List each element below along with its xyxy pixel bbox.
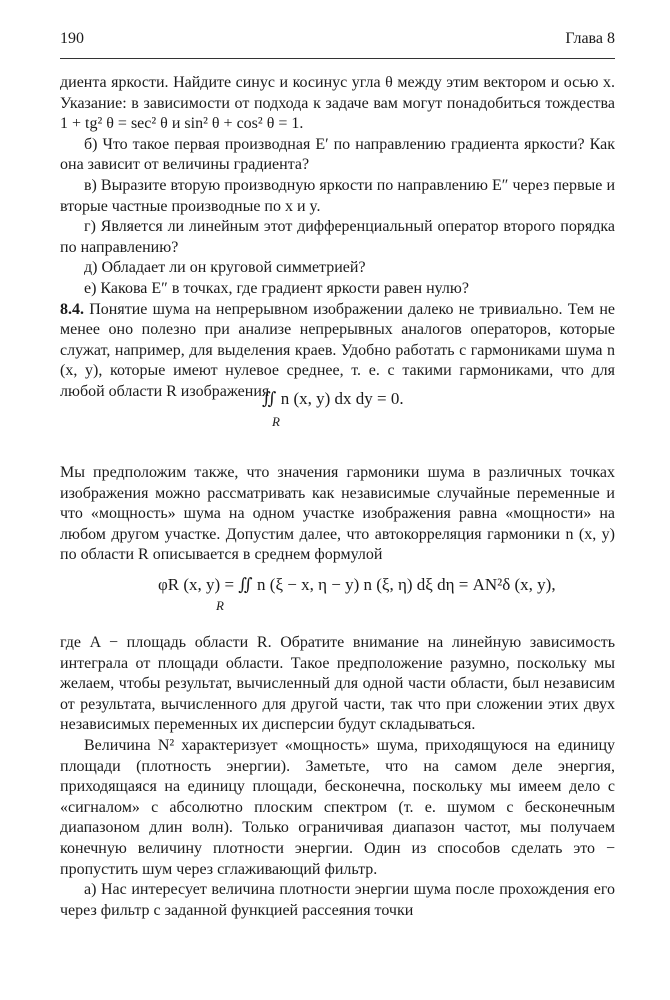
question-a: а) Нас интересует величина плотности энергии шума после прохождения его через фильтр с заданной функцией рассеяния точки (60, 881, 615, 919)
text-block-3 (60, 633, 615, 921)
exercise-8-4 (60, 300, 615, 403)
integral-region-label: R (216, 598, 224, 613)
equation-body: ∬ n (x, y) dx dy = 0. (262, 389, 404, 408)
exercise-label: 8.4. (60, 300, 84, 318)
header-rule (60, 58, 615, 59)
question-d: д) Обладает ли он круговой симметрией? (84, 259, 366, 277)
page-number: 190 (60, 30, 84, 47)
running-header (60, 30, 615, 54)
paragraph: Мы предположим также, что значения гармоники шума в различных точках изображения можно рассматривать как независимые случайные переменные и что «мощность» шума на одном участке изображения равна «мощности» на любом другом участке. Допустим далее, что автокорреляция гармоники n (x, y) по области R описывается в среднем формулой (60, 464, 615, 564)
paragraph: диента яркости. Найдите синус и косинус угла θ между этим вектором и осью x. Указание: в зависимости от подхода к задаче вам могут понадобиться тождества 1 + tg² θ = sec² θ и sin² θ + cos² θ = 1. (60, 74, 615, 133)
equation-autocorrelation (158, 575, 556, 613)
text-block-2 (60, 463, 615, 566)
question-g: г) Является ли линейным этот дифференциальный оператор второго порядка по направлению? (60, 218, 615, 256)
integral-region-label: R (272, 414, 280, 429)
question-b: б) Что такое первая производная E′ по направлению градиента яркости? Как она зависит от величины градиента? (60, 135, 615, 174)
text-block-1 (60, 73, 615, 403)
question-v: в) Выразите вторую производную яркости по направлению E″ через первые и вторые частные производные по x и y. (60, 176, 615, 215)
equation-body: φR (x, y) = ∬ n (ξ − x, η − y) n (ξ, η) dξ dη = AN²δ (x, y), (158, 575, 556, 594)
question-e: е) Какова E″ в точках, где градиент яркости равен нулю? (84, 279, 469, 297)
equation-zero-mean (262, 389, 404, 429)
paragraph: Величина N² характеризует «мощность» шума, приходящуюся на единицу площади (плотность энергии). Заметьте, что на самом деле энергия, приходящаяся на единицу площади, бесконечна, поскольку мы имеем дело с «сигналом» с абсолютно плоским спектром (т. е. шумом с бесконечным диапазоном длин волн). Только ограничивая диапазон частот, мы получаем конечную величину плотности энергии. Один из способов сделать это − пропустить шум через сглаживающий фильтр. (60, 736, 615, 878)
exercise-text: Понятие шума на непрерывном изображении далеко не тривиально. Тем не менее оно полезно при анализе непрерывных аналогов операторов, которые служат, например, для выделения краев. Удобно работать с гармониками шума n (x, y), которые имеют нулевое среднее, т. е. с такими гармониками, что для любой области R изображения (60, 300, 615, 400)
chapter-title: Глава 8 (565, 30, 615, 47)
paragraph: где A − площадь области R. Обратите внимание на линейную зависимость интеграла от площади области. Такое предположение разумно, поскольку мы желаем, чтобы результат, вычисленный для одной части области, был независим от результата, вычисленного для другой части, так что при сложении этих двух независимых переменных их дисперсии будут складываться. (60, 634, 615, 734)
